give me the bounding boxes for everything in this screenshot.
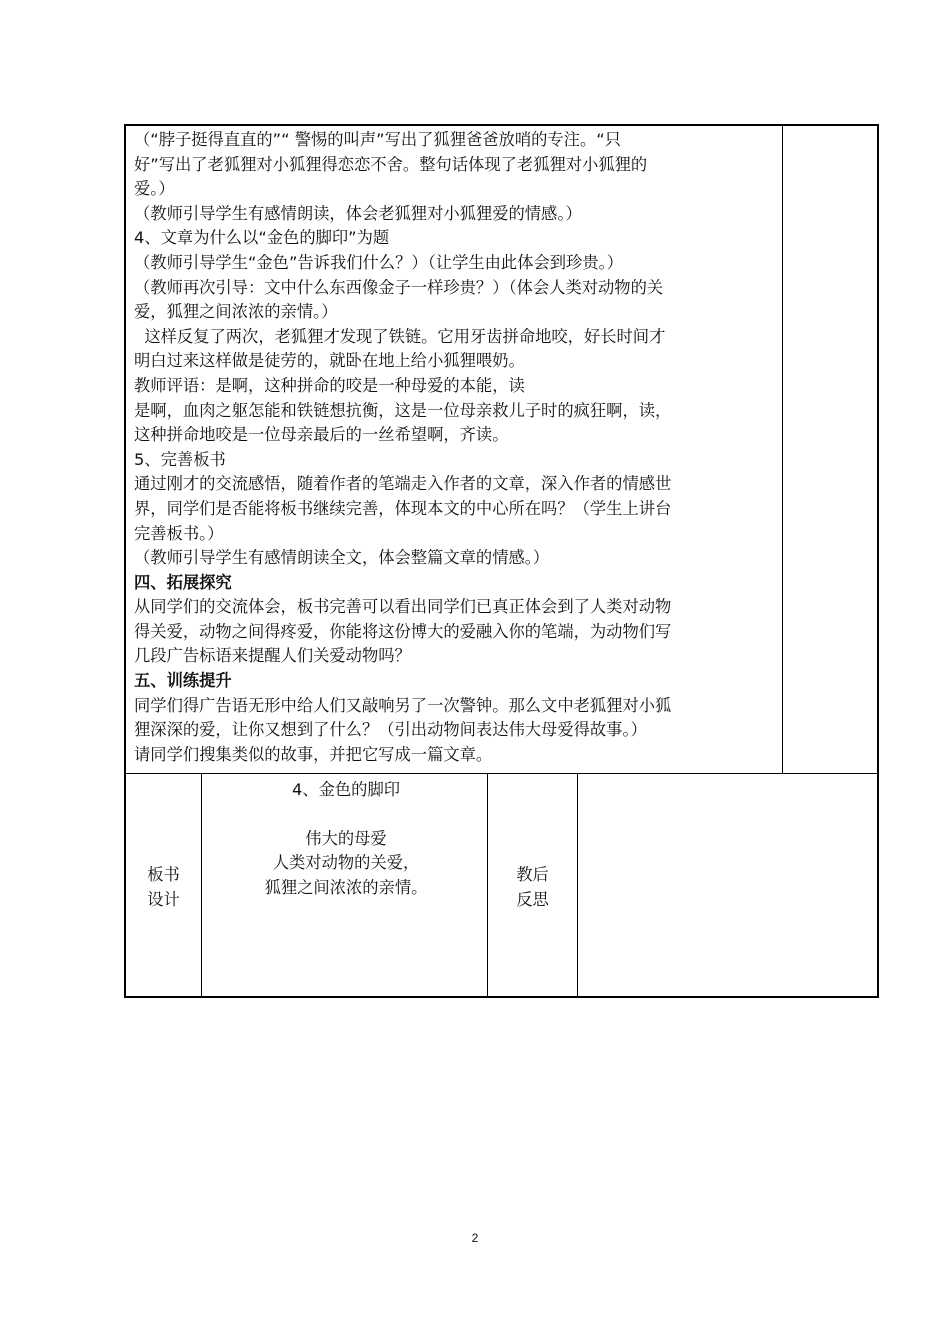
text-line: 爱，狐狸之间浓浓的亲情。） [134, 302, 338, 322]
text-line: 同学们得广告语无形中给人们又敲响另了一次警钟。那么文中老狐狸对小狐 [134, 695, 672, 715]
page-number: 2 [471, 1231, 479, 1245]
text-line: 是啊，血肉之躯怎能和铁链想抗衡，这是一位母亲救儿子时的疯狂啊，读， [134, 400, 672, 420]
text-line: （教师引导学生“金色”告诉我们什么？）（让学生由此体会到珍贵。） [134, 252, 624, 272]
text-line: 4、文章为什么以“金色的脚印”为题 [134, 228, 390, 248]
text-line: 界，同学们是否能将板书继续完善，体现本文的中心所在吗？（学生上讲台 [134, 498, 672, 518]
board-design-content [204, 778, 488, 900]
text-line: 这种拼命地咬是一位母亲最后的一丝希望啊，齐读。 [134, 425, 509, 445]
text-line: 明白过来这样做是徒劳的，就卧在地上给小狐狸喂奶。 [134, 351, 525, 371]
lesson-body-text [134, 128, 774, 767]
text-line: 得关爱，动物之间得疼爱，你能将这份博大的爱融入你的笔端，为动物们写 [134, 621, 672, 641]
lesson-procedure-table [124, 124, 879, 774]
text-line: 这样反复了两次，老狐狸才发现了铁链。它用牙齿拼命地咬，好长时间才 [134, 326, 666, 346]
text-line: 从同学们的交流体会，板书完善可以看出同学们已真正体会到了人类对动物 [134, 597, 672, 617]
section-heading-extension: 四、拓展探究 [134, 572, 232, 592]
board-design-label: 板书 设计 [147, 865, 180, 909]
column-divider [201, 774, 202, 996]
text-line: （教师引导学生有感情朗读全文，体会整篇文章的情感。） [134, 548, 550, 568]
text-line: （教师引导学生有感情朗读，体会老狐狸对小狐狸爱的情感。） [134, 203, 582, 223]
board-title: 4、金色的脚印 [291, 780, 401, 799]
text-line: 爱。） [134, 179, 175, 199]
board-line: 伟大的母爱 [305, 828, 387, 848]
section-heading-training: 五、训练提升 [134, 671, 232, 691]
board-design-table [124, 773, 879, 998]
reflection-label: 教后 反思 [516, 865, 549, 909]
text-line: 5、完善板书 [134, 449, 226, 469]
text-line: 请同学们搜集类似的故事，并把它写成一篇文章。 [134, 744, 493, 764]
text-line: 几段广告标语来提醒人们关爱动物吗？ [134, 646, 411, 666]
text-line: 完善板书。） [134, 523, 224, 543]
column-divider [782, 126, 783, 773]
text-line: 通过刚才的交流感悟，随着作者的笔端走入作者的文章，深入作者的情感世 [134, 474, 672, 494]
reflection-cell [578, 774, 877, 996]
text-line: （“脖子挺得直直的”“ 警惕的叫声”写出了狐狸爸爸放哨的专注。“只 [134, 130, 621, 149]
text-line: 狸深深的爱，让你又想到了什么？（引出动物间表达伟大母爱得故事。） [134, 720, 647, 740]
board-line: 狐狸之间浓浓的亲情。 [264, 877, 428, 897]
text-line: （教师再次引导：文中什么东西像金子一样珍贵？）（体会人类对动物的关 [134, 277, 664, 297]
text-line: 教师评语：是啊，这种拼命的咬是一种母爱的本能，读 [134, 375, 525, 395]
board-line: 人类对动物的关爱， [272, 853, 420, 873]
text-line: 好”写出了老狐狸对小狐狸得恋恋不舍。整句话体现了老狐狸对小狐狸的 [134, 154, 648, 174]
